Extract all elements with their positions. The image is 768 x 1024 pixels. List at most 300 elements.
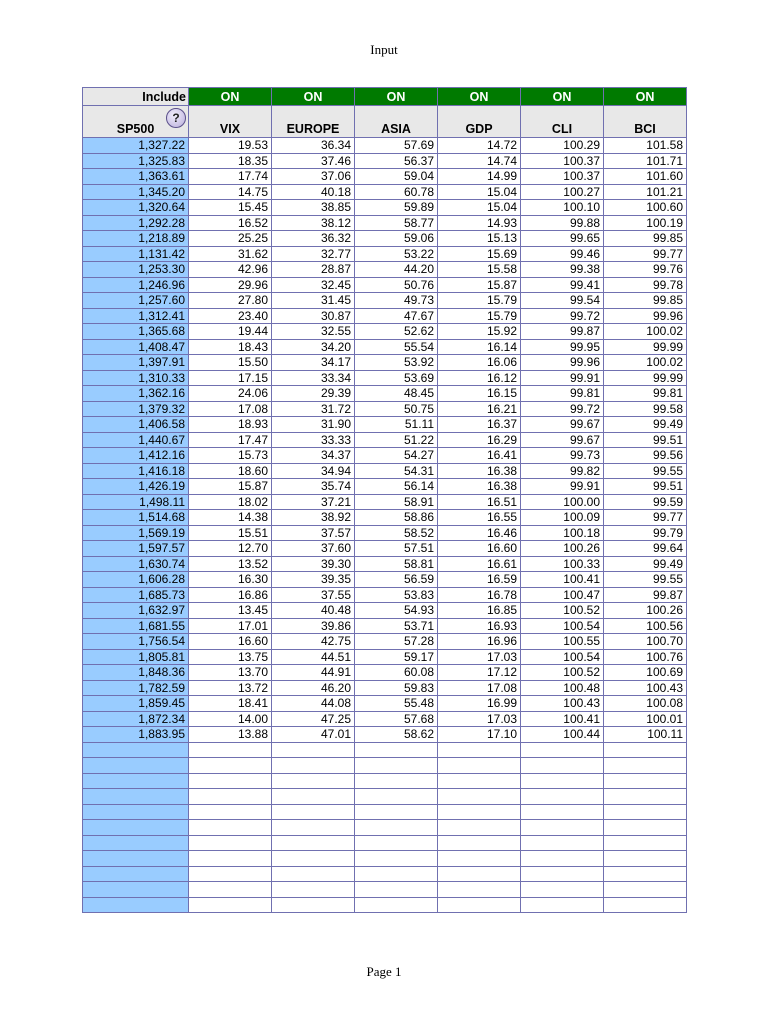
empty-cell-cli[interactable] xyxy=(521,882,604,898)
cell-sp500[interactable]: 1,416.18 xyxy=(83,463,189,479)
empty-cell-sp500[interactable] xyxy=(83,789,189,805)
cell-cli[interactable]: 100.54 xyxy=(521,649,604,665)
cell-vix[interactable]: 13.88 xyxy=(189,727,272,743)
cell-sp500[interactable]: 1,597.57 xyxy=(83,541,189,557)
cell-europe[interactable]: 37.06 xyxy=(272,169,355,185)
empty-cell-asia[interactable] xyxy=(355,897,438,913)
cell-asia[interactable]: 58.62 xyxy=(355,727,438,743)
cell-sp500[interactable]: 1,325.83 xyxy=(83,153,189,169)
cell-asia[interactable]: 53.83 xyxy=(355,587,438,603)
cell-europe[interactable]: 31.72 xyxy=(272,401,355,417)
include-toggle-vix[interactable]: ON xyxy=(189,88,272,106)
cell-gdp[interactable]: 16.93 xyxy=(438,618,521,634)
cell-europe[interactable]: 40.18 xyxy=(272,184,355,200)
cell-vix[interactable]: 17.74 xyxy=(189,169,272,185)
cell-bci[interactable]: 99.78 xyxy=(604,277,687,293)
empty-cell-gdp[interactable] xyxy=(438,789,521,805)
cell-vix[interactable]: 15.87 xyxy=(189,479,272,495)
cell-asia[interactable]: 52.62 xyxy=(355,324,438,340)
empty-cell-europe[interactable] xyxy=(272,866,355,882)
cell-cli[interactable]: 100.37 xyxy=(521,169,604,185)
cell-vix[interactable]: 31.62 xyxy=(189,246,272,262)
cell-vix[interactable]: 13.75 xyxy=(189,649,272,665)
cell-asia[interactable]: 57.51 xyxy=(355,541,438,557)
cell-asia[interactable]: 54.31 xyxy=(355,463,438,479)
cell-gdp[interactable]: 14.99 xyxy=(438,169,521,185)
cell-sp500[interactable]: 1,440.67 xyxy=(83,432,189,448)
cell-bci[interactable]: 101.71 xyxy=(604,153,687,169)
cell-vix[interactable]: 13.45 xyxy=(189,603,272,619)
cell-europe[interactable]: 31.45 xyxy=(272,293,355,309)
cell-cli[interactable]: 99.65 xyxy=(521,231,604,247)
cell-vix[interactable]: 15.73 xyxy=(189,448,272,464)
cell-gdp[interactable]: 16.21 xyxy=(438,401,521,417)
empty-cell-vix[interactable] xyxy=(189,773,272,789)
cell-bci[interactable]: 100.26 xyxy=(604,603,687,619)
cell-sp500[interactable]: 1,218.89 xyxy=(83,231,189,247)
cell-cli[interactable]: 99.91 xyxy=(521,370,604,386)
cell-vix[interactable]: 19.53 xyxy=(189,138,272,154)
cell-vix[interactable]: 16.86 xyxy=(189,587,272,603)
cell-bci[interactable]: 100.02 xyxy=(604,355,687,371)
cell-asia[interactable]: 58.52 xyxy=(355,525,438,541)
cell-europe[interactable]: 30.87 xyxy=(272,308,355,324)
cell-gdp[interactable]: 16.99 xyxy=(438,696,521,712)
cell-asia[interactable]: 47.67 xyxy=(355,308,438,324)
cell-cli[interactable]: 99.46 xyxy=(521,246,604,262)
cell-cli[interactable]: 100.43 xyxy=(521,696,604,712)
cell-bci[interactable]: 101.58 xyxy=(604,138,687,154)
empty-cell-bci[interactable] xyxy=(604,742,687,758)
cell-bci[interactable]: 99.96 xyxy=(604,308,687,324)
cell-europe[interactable]: 35.74 xyxy=(272,479,355,495)
empty-cell-gdp[interactable] xyxy=(438,820,521,836)
cell-gdp[interactable]: 16.51 xyxy=(438,494,521,510)
cell-bci[interactable]: 100.01 xyxy=(604,711,687,727)
cell-asia[interactable]: 60.08 xyxy=(355,665,438,681)
cell-asia[interactable]: 59.06 xyxy=(355,231,438,247)
cell-europe[interactable]: 34.37 xyxy=(272,448,355,464)
empty-cell-gdp[interactable] xyxy=(438,758,521,774)
cell-cli[interactable]: 100.37 xyxy=(521,153,604,169)
cell-gdp[interactable]: 15.13 xyxy=(438,231,521,247)
cell-sp500[interactable]: 1,379.32 xyxy=(83,401,189,417)
include-toggle-bci[interactable]: ON xyxy=(604,88,687,106)
cell-asia[interactable]: 58.86 xyxy=(355,510,438,526)
cell-bci[interactable]: 99.56 xyxy=(604,448,687,464)
empty-cell-vix[interactable] xyxy=(189,820,272,836)
cell-europe[interactable]: 44.51 xyxy=(272,649,355,665)
cell-cli[interactable]: 99.67 xyxy=(521,417,604,433)
include-toggle-europe[interactable]: ON xyxy=(272,88,355,106)
cell-cli[interactable]: 99.73 xyxy=(521,448,604,464)
cell-sp500[interactable]: 1,498.11 xyxy=(83,494,189,510)
cell-sp500[interactable]: 1,408.47 xyxy=(83,339,189,355)
empty-cell-bci[interactable] xyxy=(604,789,687,805)
cell-europe[interactable]: 37.55 xyxy=(272,587,355,603)
empty-cell-cli[interactable] xyxy=(521,820,604,836)
cell-europe[interactable]: 38.85 xyxy=(272,200,355,216)
cell-asia[interactable]: 48.45 xyxy=(355,386,438,402)
cell-europe[interactable]: 33.33 xyxy=(272,432,355,448)
empty-cell-gdp[interactable] xyxy=(438,851,521,867)
cell-asia[interactable]: 51.11 xyxy=(355,417,438,433)
cell-vix[interactable]: 42.96 xyxy=(189,262,272,278)
cell-cli[interactable]: 99.67 xyxy=(521,432,604,448)
cell-bci[interactable]: 100.70 xyxy=(604,634,687,650)
cell-europe[interactable]: 28.87 xyxy=(272,262,355,278)
cell-vix[interactable]: 18.43 xyxy=(189,339,272,355)
cell-sp500[interactable]: 1,630.74 xyxy=(83,556,189,572)
cell-vix[interactable]: 18.41 xyxy=(189,696,272,712)
cell-sp500[interactable]: 1,569.19 xyxy=(83,525,189,541)
cell-asia[interactable]: 58.81 xyxy=(355,556,438,572)
empty-cell-vix[interactable] xyxy=(189,851,272,867)
cell-vix[interactable]: 23.40 xyxy=(189,308,272,324)
cell-europe[interactable]: 37.60 xyxy=(272,541,355,557)
cell-europe[interactable]: 47.25 xyxy=(272,711,355,727)
cell-asia[interactable]: 58.91 xyxy=(355,494,438,510)
empty-cell-europe[interactable] xyxy=(272,742,355,758)
cell-sp500[interactable]: 1,426.19 xyxy=(83,479,189,495)
cell-bci[interactable]: 99.76 xyxy=(604,262,687,278)
empty-cell-asia[interactable] xyxy=(355,773,438,789)
cell-asia[interactable]: 57.68 xyxy=(355,711,438,727)
empty-cell-vix[interactable] xyxy=(189,789,272,805)
cell-bci[interactable]: 100.11 xyxy=(604,727,687,743)
empty-cell-cli[interactable] xyxy=(521,789,604,805)
cell-vix[interactable]: 18.02 xyxy=(189,494,272,510)
empty-cell-bci[interactable] xyxy=(604,866,687,882)
cell-sp500[interactable]: 1,363.61 xyxy=(83,169,189,185)
cell-cli[interactable]: 99.82 xyxy=(521,463,604,479)
empty-cell-gdp[interactable] xyxy=(438,835,521,851)
cell-sp500[interactable]: 1,848.36 xyxy=(83,665,189,681)
cell-bci[interactable]: 101.60 xyxy=(604,169,687,185)
cell-vix[interactable]: 17.47 xyxy=(189,432,272,448)
cell-sp500[interactable]: 1,685.73 xyxy=(83,587,189,603)
empty-cell-bci[interactable] xyxy=(604,804,687,820)
cell-cli[interactable]: 100.52 xyxy=(521,665,604,681)
cell-cli[interactable]: 99.41 xyxy=(521,277,604,293)
cell-vix[interactable]: 12.70 xyxy=(189,541,272,557)
cell-bci[interactable]: 100.19 xyxy=(604,215,687,231)
cell-bci[interactable]: 101.21 xyxy=(604,184,687,200)
cell-vix[interactable]: 24.06 xyxy=(189,386,272,402)
empty-cell-vix[interactable] xyxy=(189,882,272,898)
cell-vix[interactable]: 14.00 xyxy=(189,711,272,727)
cell-bci[interactable]: 100.69 xyxy=(604,665,687,681)
cell-gdp[interactable]: 14.72 xyxy=(438,138,521,154)
cell-cli[interactable]: 100.09 xyxy=(521,510,604,526)
cell-bci[interactable]: 99.55 xyxy=(604,463,687,479)
include-toggle-asia[interactable]: ON xyxy=(355,88,438,106)
cell-gdp[interactable]: 16.61 xyxy=(438,556,521,572)
cell-europe[interactable]: 44.91 xyxy=(272,665,355,681)
cell-cli[interactable]: 100.26 xyxy=(521,541,604,557)
cell-asia[interactable]: 56.14 xyxy=(355,479,438,495)
cell-europe[interactable]: 39.86 xyxy=(272,618,355,634)
empty-cell-vix[interactable] xyxy=(189,897,272,913)
cell-asia[interactable]: 59.17 xyxy=(355,649,438,665)
cell-asia[interactable]: 44.20 xyxy=(355,262,438,278)
empty-cell-cli[interactable] xyxy=(521,804,604,820)
cell-vix[interactable]: 18.93 xyxy=(189,417,272,433)
cell-bci[interactable]: 99.49 xyxy=(604,556,687,572)
empty-cell-sp500[interactable] xyxy=(83,773,189,789)
empty-cell-gdp[interactable] xyxy=(438,866,521,882)
cell-cli[interactable]: 100.54 xyxy=(521,618,604,634)
cell-gdp[interactable]: 16.29 xyxy=(438,432,521,448)
cell-cli[interactable]: 99.87 xyxy=(521,324,604,340)
empty-cell-sp500[interactable] xyxy=(83,882,189,898)
cell-gdp[interactable]: 16.38 xyxy=(438,479,521,495)
empty-cell-cli[interactable] xyxy=(521,773,604,789)
cell-bci[interactable]: 100.56 xyxy=(604,618,687,634)
cell-gdp[interactable]: 16.55 xyxy=(438,510,521,526)
cell-europe[interactable]: 37.46 xyxy=(272,153,355,169)
empty-cell-cli[interactable] xyxy=(521,851,604,867)
empty-cell-sp500[interactable] xyxy=(83,742,189,758)
cell-sp500[interactable]: 1,632.97 xyxy=(83,603,189,619)
cell-vix[interactable]: 13.70 xyxy=(189,665,272,681)
cell-vix[interactable]: 13.72 xyxy=(189,680,272,696)
cell-gdp[interactable]: 17.03 xyxy=(438,649,521,665)
cell-cli[interactable]: 100.33 xyxy=(521,556,604,572)
cell-sp500[interactable]: 1,412.16 xyxy=(83,448,189,464)
empty-cell-vix[interactable] xyxy=(189,866,272,882)
cell-bci[interactable]: 100.60 xyxy=(604,200,687,216)
empty-cell-europe[interactable] xyxy=(272,758,355,774)
cell-europe[interactable]: 47.01 xyxy=(272,727,355,743)
empty-cell-asia[interactable] xyxy=(355,820,438,836)
empty-cell-bci[interactable] xyxy=(604,897,687,913)
cell-gdp[interactable]: 16.12 xyxy=(438,370,521,386)
cell-europe[interactable]: 33.34 xyxy=(272,370,355,386)
cell-vix[interactable]: 18.60 xyxy=(189,463,272,479)
cell-gdp[interactable]: 15.04 xyxy=(438,184,521,200)
empty-cell-cli[interactable] xyxy=(521,742,604,758)
cell-cli[interactable]: 100.27 xyxy=(521,184,604,200)
cell-sp500[interactable]: 1,257.60 xyxy=(83,293,189,309)
cell-bci[interactable]: 99.79 xyxy=(604,525,687,541)
cell-asia[interactable]: 59.83 xyxy=(355,680,438,696)
empty-cell-cli[interactable] xyxy=(521,758,604,774)
cell-gdp[interactable]: 14.74 xyxy=(438,153,521,169)
cell-gdp[interactable]: 16.15 xyxy=(438,386,521,402)
empty-cell-bci[interactable] xyxy=(604,758,687,774)
cell-gdp[interactable]: 16.41 xyxy=(438,448,521,464)
cell-gdp[interactable]: 15.92 xyxy=(438,324,521,340)
cell-cli[interactable]: 100.52 xyxy=(521,603,604,619)
cell-asia[interactable]: 55.48 xyxy=(355,696,438,712)
cell-asia[interactable]: 57.69 xyxy=(355,138,438,154)
cell-sp500[interactable]: 1,397.91 xyxy=(83,355,189,371)
empty-cell-gdp[interactable] xyxy=(438,897,521,913)
cell-sp500[interactable]: 1,406.58 xyxy=(83,417,189,433)
help-icon[interactable]: ? xyxy=(166,108,186,128)
cell-vix[interactable]: 17.15 xyxy=(189,370,272,386)
cell-gdp[interactable]: 17.12 xyxy=(438,665,521,681)
cell-asia[interactable]: 49.73 xyxy=(355,293,438,309)
cell-gdp[interactable]: 16.96 xyxy=(438,634,521,650)
empty-cell-gdp[interactable] xyxy=(438,882,521,898)
cell-cli[interactable]: 99.95 xyxy=(521,339,604,355)
cell-vix[interactable]: 25.25 xyxy=(189,231,272,247)
cell-bci[interactable]: 99.99 xyxy=(604,339,687,355)
empty-cell-bci[interactable] xyxy=(604,773,687,789)
empty-cell-cli[interactable] xyxy=(521,866,604,882)
cell-bci[interactable]: 99.49 xyxy=(604,417,687,433)
cell-asia[interactable]: 56.37 xyxy=(355,153,438,169)
cell-cli[interactable]: 100.47 xyxy=(521,587,604,603)
cell-europe[interactable]: 31.90 xyxy=(272,417,355,433)
empty-cell-vix[interactable] xyxy=(189,835,272,851)
cell-asia[interactable]: 50.76 xyxy=(355,277,438,293)
cell-asia[interactable]: 54.27 xyxy=(355,448,438,464)
cell-sp500[interactable]: 1,327.22 xyxy=(83,138,189,154)
cell-sp500[interactable]: 1,883.95 xyxy=(83,727,189,743)
cell-sp500[interactable]: 1,681.55 xyxy=(83,618,189,634)
cell-asia[interactable]: 60.78 xyxy=(355,184,438,200)
cell-gdp[interactable]: 15.79 xyxy=(438,308,521,324)
cell-gdp[interactable]: 16.59 xyxy=(438,572,521,588)
empty-cell-asia[interactable] xyxy=(355,804,438,820)
cell-asia[interactable]: 56.59 xyxy=(355,572,438,588)
cell-europe[interactable]: 42.75 xyxy=(272,634,355,650)
empty-cell-asia[interactable] xyxy=(355,866,438,882)
cell-vix[interactable]: 17.01 xyxy=(189,618,272,634)
empty-cell-asia[interactable] xyxy=(355,758,438,774)
cell-asia[interactable]: 59.04 xyxy=(355,169,438,185)
cell-bci[interactable]: 99.55 xyxy=(604,572,687,588)
cell-gdp[interactable]: 15.58 xyxy=(438,262,521,278)
cell-europe[interactable]: 38.12 xyxy=(272,215,355,231)
cell-cli[interactable]: 99.72 xyxy=(521,401,604,417)
cell-cli[interactable]: 99.54 xyxy=(521,293,604,309)
cell-europe[interactable]: 36.34 xyxy=(272,138,355,154)
cell-sp500[interactable]: 1,131.42 xyxy=(83,246,189,262)
cell-europe[interactable]: 34.94 xyxy=(272,463,355,479)
cell-asia[interactable]: 58.77 xyxy=(355,215,438,231)
cell-bci[interactable]: 100.76 xyxy=(604,649,687,665)
cell-cli[interactable]: 100.55 xyxy=(521,634,604,650)
cell-europe[interactable]: 34.17 xyxy=(272,355,355,371)
cell-europe[interactable]: 37.57 xyxy=(272,525,355,541)
empty-cell-europe[interactable] xyxy=(272,773,355,789)
cell-asia[interactable]: 50.75 xyxy=(355,401,438,417)
cell-vix[interactable]: 19.44 xyxy=(189,324,272,340)
cell-bci[interactable]: 99.81 xyxy=(604,386,687,402)
empty-cell-sp500[interactable] xyxy=(83,820,189,836)
cell-cli[interactable]: 100.18 xyxy=(521,525,604,541)
empty-cell-vix[interactable] xyxy=(189,742,272,758)
cell-gdp[interactable]: 16.78 xyxy=(438,587,521,603)
empty-cell-gdp[interactable] xyxy=(438,773,521,789)
empty-cell-gdp[interactable] xyxy=(438,742,521,758)
empty-cell-europe[interactable] xyxy=(272,820,355,836)
cell-bci[interactable]: 99.77 xyxy=(604,510,687,526)
empty-cell-europe[interactable] xyxy=(272,882,355,898)
cell-asia[interactable]: 53.69 xyxy=(355,370,438,386)
cell-bci[interactable]: 100.08 xyxy=(604,696,687,712)
cell-bci[interactable]: 99.87 xyxy=(604,587,687,603)
cell-bci[interactable]: 99.51 xyxy=(604,432,687,448)
cell-europe[interactable]: 37.21 xyxy=(272,494,355,510)
cell-bci[interactable]: 99.85 xyxy=(604,231,687,247)
cell-europe[interactable]: 29.39 xyxy=(272,386,355,402)
cell-vix[interactable]: 18.35 xyxy=(189,153,272,169)
cell-gdp[interactable]: 16.46 xyxy=(438,525,521,541)
cell-sp500[interactable]: 1,246.96 xyxy=(83,277,189,293)
cell-europe[interactable]: 36.32 xyxy=(272,231,355,247)
cell-cli[interactable]: 100.29 xyxy=(521,138,604,154)
cell-europe[interactable]: 44.08 xyxy=(272,696,355,712)
empty-cell-europe[interactable] xyxy=(272,897,355,913)
cell-vix[interactable]: 16.30 xyxy=(189,572,272,588)
cell-sp500[interactable]: 1,310.33 xyxy=(83,370,189,386)
cell-gdp[interactable]: 14.93 xyxy=(438,215,521,231)
include-toggle-gdp[interactable]: ON xyxy=(438,88,521,106)
cell-gdp[interactable]: 16.06 xyxy=(438,355,521,371)
cell-cli[interactable]: 99.81 xyxy=(521,386,604,402)
cell-asia[interactable]: 59.89 xyxy=(355,200,438,216)
empty-cell-asia[interactable] xyxy=(355,882,438,898)
empty-cell-asia[interactable] xyxy=(355,789,438,805)
cell-asia[interactable]: 53.92 xyxy=(355,355,438,371)
empty-cell-bci[interactable] xyxy=(604,851,687,867)
cell-bci[interactable]: 99.77 xyxy=(604,246,687,262)
cell-sp500[interactable]: 1,312.41 xyxy=(83,308,189,324)
cell-bci[interactable]: 99.58 xyxy=(604,401,687,417)
cell-cli[interactable]: 100.41 xyxy=(521,572,604,588)
empty-cell-bci[interactable] xyxy=(604,835,687,851)
empty-cell-asia[interactable] xyxy=(355,851,438,867)
cell-gdp[interactable]: 15.04 xyxy=(438,200,521,216)
cell-sp500[interactable]: 1,514.68 xyxy=(83,510,189,526)
cell-sp500[interactable]: 1,805.81 xyxy=(83,649,189,665)
cell-cli[interactable]: 99.96 xyxy=(521,355,604,371)
empty-cell-vix[interactable] xyxy=(189,758,272,774)
cell-vix[interactable]: 29.96 xyxy=(189,277,272,293)
cell-bci[interactable]: 99.64 xyxy=(604,541,687,557)
cell-asia[interactable]: 54.93 xyxy=(355,603,438,619)
cell-gdp[interactable]: 16.14 xyxy=(438,339,521,355)
cell-vix[interactable]: 27.80 xyxy=(189,293,272,309)
cell-cli[interactable]: 99.38 xyxy=(521,262,604,278)
cell-gdp[interactable]: 16.37 xyxy=(438,417,521,433)
cell-bci[interactable]: 99.59 xyxy=(604,494,687,510)
cell-vix[interactable]: 16.52 xyxy=(189,215,272,231)
cell-bci[interactable]: 99.51 xyxy=(604,479,687,495)
empty-cell-cli[interactable] xyxy=(521,897,604,913)
empty-cell-sp500[interactable] xyxy=(83,866,189,882)
cell-cli[interactable]: 100.44 xyxy=(521,727,604,743)
cell-europe[interactable]: 38.92 xyxy=(272,510,355,526)
empty-cell-europe[interactable] xyxy=(272,804,355,820)
cell-europe[interactable]: 40.48 xyxy=(272,603,355,619)
empty-cell-sp500[interactable] xyxy=(83,758,189,774)
cell-gdp[interactable]: 17.08 xyxy=(438,680,521,696)
cell-europe[interactable]: 32.55 xyxy=(272,324,355,340)
include-toggle-cli[interactable]: ON xyxy=(521,88,604,106)
cell-cli[interactable]: 100.48 xyxy=(521,680,604,696)
cell-asia[interactable]: 55.54 xyxy=(355,339,438,355)
cell-sp500[interactable]: 1,756.54 xyxy=(83,634,189,650)
cell-vix[interactable]: 14.38 xyxy=(189,510,272,526)
empty-cell-sp500[interactable] xyxy=(83,835,189,851)
cell-sp500[interactable]: 1,606.28 xyxy=(83,572,189,588)
